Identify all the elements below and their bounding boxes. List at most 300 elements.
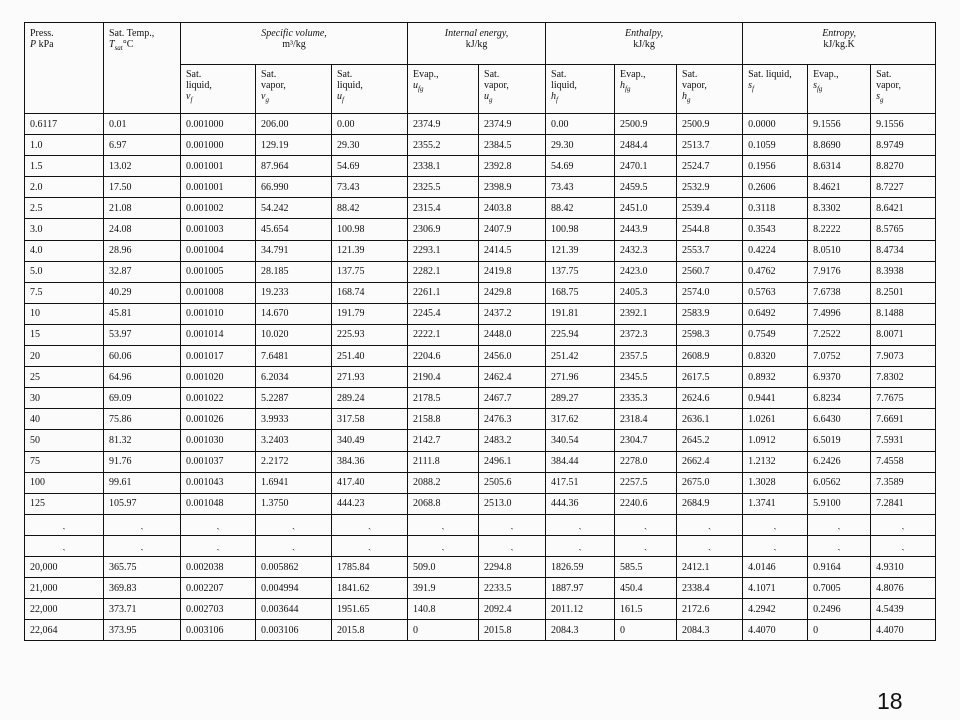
table-cell: 0.001001 (181, 156, 256, 177)
table-cell: 54.69 (546, 156, 615, 177)
table-cell: 2294.8 (479, 556, 546, 577)
table-row (25, 261, 936, 282)
table-cell: 0 (808, 620, 871, 641)
table-cell: 2.2172 (256, 451, 332, 472)
table-cell: 0.001000 (181, 135, 256, 156)
table-cell: 0 (615, 620, 677, 641)
table-cell: 24.08 (104, 219, 181, 240)
subcolumn-header (808, 65, 871, 114)
table-cell: 2.5 (25, 198, 104, 219)
subcolumn-symbol: s (876, 91, 880, 102)
table-cell: 340.54 (546, 430, 615, 451)
group-title: Entropy, (822, 28, 856, 39)
table-cell: 53.97 (104, 324, 181, 345)
subcolumn-label: liquid, (186, 80, 212, 91)
table-cell: 0.001017 (181, 346, 256, 367)
subcolumn-subscript: fg (418, 85, 424, 93)
table-cell: ˎ (408, 514, 479, 535)
header-entropy (743, 23, 936, 65)
table-cell: 369.83 (104, 578, 181, 599)
table-cell: 4.0 (25, 240, 104, 261)
table-cell: 2325.5 (408, 177, 479, 198)
table-cell: 2451.0 (615, 198, 677, 219)
table-cell: 40 (25, 409, 104, 430)
table-cell: 125 (25, 493, 104, 514)
table-cell: 2403.8 (479, 198, 546, 219)
table-cell: 417.40 (332, 472, 408, 493)
table-cell: 2172.6 (677, 599, 743, 620)
table-cell: 34.791 (256, 240, 332, 261)
table-cell: 8.2501 (871, 282, 936, 303)
table-cell: ˎ (104, 514, 181, 535)
subcolumn-subscript: g (265, 96, 269, 104)
table-cell: 15 (25, 324, 104, 345)
table-cell: 100.98 (332, 219, 408, 240)
table-cell: 129.19 (256, 135, 332, 156)
table-cell: 289.27 (546, 388, 615, 409)
table-cell: 0 (408, 620, 479, 641)
group-title: Specific volume, (261, 28, 327, 39)
table-cell: 6.5019 (808, 430, 871, 451)
table-cell: 1826.59 (546, 556, 615, 577)
table-cell: 2278.0 (615, 451, 677, 472)
table-row (25, 282, 936, 303)
table-cell: 2553.7 (677, 240, 743, 261)
subcolumn-header (546, 65, 615, 114)
table-cell: 2459.5 (615, 177, 677, 198)
subcolumn-label: Sat. liquid, (748, 69, 792, 80)
group-title: Internal energy, (444, 28, 509, 39)
table-cell: 2335.3 (615, 388, 677, 409)
table-cell: 3.0 (25, 219, 104, 240)
table-cell: 20,000 (25, 556, 104, 577)
subcolumn-label: Sat. (876, 69, 892, 80)
table-cell: 2636.1 (677, 409, 743, 430)
table-cell: 2282.1 (408, 261, 479, 282)
subcolumn-symbol: s (813, 80, 817, 91)
table-cell: 1.3741 (743, 493, 808, 514)
table-cell: 6.97 (104, 135, 181, 156)
table-cell: 0.001004 (181, 240, 256, 261)
table-cell: 0.001022 (181, 388, 256, 409)
header-row-groups (25, 23, 936, 65)
table-cell: 0.6117 (25, 114, 104, 135)
table-cell: 0.1059 (743, 135, 808, 156)
subcolumn-label: Sat. (551, 69, 567, 80)
table-cell: 121.39 (546, 240, 615, 261)
table-cell: 0.004994 (256, 578, 332, 599)
table-row (25, 599, 936, 620)
table-cell: 1.3028 (743, 472, 808, 493)
table-cell: 6.2426 (808, 451, 871, 472)
table-cell: 0.001020 (181, 367, 256, 388)
table-row (25, 578, 936, 599)
table-cell: 2437.2 (479, 303, 546, 324)
table-row (25, 472, 936, 493)
subcolumn-label: Sat. (484, 69, 500, 80)
table-cell: ˎ (332, 535, 408, 556)
subcolumn-subscript: fg (816, 85, 823, 93)
table-cell: 2513.7 (677, 135, 743, 156)
table-row (25, 219, 936, 240)
table-cell: 8.5765 (871, 219, 936, 240)
table-cell: 191.79 (332, 303, 408, 324)
table-cell: 2539.4 (677, 198, 743, 219)
group-unit: kJ/kg (465, 39, 488, 50)
table-cell: 7.4558 (871, 451, 936, 472)
table-cell: 0.7005 (808, 578, 871, 599)
saturated-water-pressure-table (24, 22, 936, 641)
table-row (25, 620, 936, 641)
table-cell: 2240.6 (615, 493, 677, 514)
table-cell: 2532.9 (677, 177, 743, 198)
table-cell: 2467.7 (479, 388, 546, 409)
table-cell: 0.2606 (743, 177, 808, 198)
table-cell: 1841.62 (332, 578, 408, 599)
page-number: 18 (877, 688, 903, 714)
table-cell: 0.002703 (181, 599, 256, 620)
header-symbol: P (30, 39, 37, 50)
header-text: Sat. Temp., (109, 28, 155, 39)
subcolumn-header (332, 65, 408, 114)
table-cell: 54.242 (256, 198, 332, 219)
table-cell: ˎ (677, 535, 743, 556)
table-cell: 2245.4 (408, 303, 479, 324)
table-cell: 50 (25, 430, 104, 451)
table-cell: 2500.9 (677, 114, 743, 135)
table-cell: 2617.5 (677, 367, 743, 388)
subcolumn-subscript: f (342, 96, 344, 104)
header-specific-volume (181, 23, 408, 65)
table-cell: 0.003106 (256, 620, 332, 641)
table-cell: 225.93 (332, 324, 408, 345)
table-row (25, 198, 936, 219)
table-cell: 2432.3 (615, 240, 677, 261)
table-cell: 3.9933 (256, 409, 332, 430)
table-cell: 317.62 (546, 409, 615, 430)
subcolumn-symbol: v (186, 91, 191, 102)
table-cell: 2015.8 (332, 620, 408, 641)
table-cell: 1.3750 (256, 493, 332, 514)
subcolumn-subscript: g (879, 96, 884, 104)
table-cell: 5.0 (25, 261, 104, 282)
table-cell: 509.0 (408, 556, 479, 577)
table-cell: 0.1956 (743, 156, 808, 177)
table-cell: 3.2403 (256, 430, 332, 451)
table-cell: 0.001002 (181, 198, 256, 219)
subcolumn-subscript: f (190, 96, 193, 104)
table-cell: 2306.9 (408, 219, 479, 240)
table-cell: 417.51 (546, 472, 615, 493)
table-cell: 2407.9 (479, 219, 546, 240)
table-cell: 2624.6 (677, 388, 743, 409)
table-cell: 373.95 (104, 620, 181, 641)
table-cell: 2374.9 (479, 114, 546, 135)
subcolumn-header (743, 65, 808, 114)
table-cell: 28.185 (256, 261, 332, 282)
table-row (25, 535, 936, 556)
table-cell: 2423.0 (615, 261, 677, 282)
table-cell: 2.0 (25, 177, 104, 198)
table-cell: 8.0071 (871, 324, 936, 345)
table-cell: 2190.4 (408, 367, 479, 388)
table-cell: 1.0912 (743, 430, 808, 451)
header-unit: kPa (38, 39, 54, 50)
table-cell: 140.8 (408, 599, 479, 620)
table-cell: 1.0261 (743, 409, 808, 430)
table-cell: ˎ (871, 535, 936, 556)
table-cell: 206.00 (256, 114, 332, 135)
table-cell: ˎ (332, 514, 408, 535)
table-cell: 7.9176 (808, 261, 871, 282)
table-cell: 100 (25, 472, 104, 493)
table-cell: 2158.8 (408, 409, 479, 430)
header-internal-energy (408, 23, 546, 65)
table-cell: 161.5 (615, 599, 677, 620)
table-cell: 5.9100 (808, 493, 871, 514)
table-cell: 0.9441 (743, 388, 808, 409)
table-cell: 2456.0 (479, 346, 546, 367)
table-cell: 19.233 (256, 282, 332, 303)
table-cell: 2092.4 (479, 599, 546, 620)
table-cell: 13.02 (104, 156, 181, 177)
table-cell: 2496.1 (479, 451, 546, 472)
table-cell: ˎ (743, 514, 808, 535)
table-cell: 45.81 (104, 303, 181, 324)
table-cell: 2675.0 (677, 472, 743, 493)
table-cell: 5.2287 (256, 388, 332, 409)
subcolumn-symbol: h (551, 91, 557, 102)
table-cell: 0.6492 (743, 303, 808, 324)
subcolumn-symbol: h (682, 91, 688, 102)
table-cell: 29.30 (332, 135, 408, 156)
table-cell: 0.002207 (181, 578, 256, 599)
subcolumn-label: Evap., (620, 69, 646, 80)
table-cell: 4.9310 (871, 556, 936, 577)
table-cell: 100.98 (546, 219, 615, 240)
table-cell: 191.81 (546, 303, 615, 324)
table-cell: 81.32 (104, 430, 181, 451)
table-cell: 29.30 (546, 135, 615, 156)
table-cell: 2304.7 (615, 430, 677, 451)
table-cell: ˎ (871, 514, 936, 535)
group-unit: m³/kg (282, 39, 306, 50)
table-cell: 340.49 (332, 430, 408, 451)
table-cell: ˎ (104, 535, 181, 556)
subcolumn-symbol: v (261, 91, 266, 102)
subcolumn-symbol: h (620, 80, 626, 91)
table-cell: 2315.4 (408, 198, 479, 219)
table-cell: 0.3118 (743, 198, 808, 219)
subcolumn-symbol: u (484, 91, 490, 102)
subcolumn-header (181, 65, 256, 114)
table-cell: 64.96 (104, 367, 181, 388)
table-cell: 21.08 (104, 198, 181, 219)
table-row (25, 514, 936, 535)
table-cell: 17.50 (104, 177, 181, 198)
table-cell: 8.4734 (871, 240, 936, 261)
table-cell: 8.9749 (871, 135, 936, 156)
table-cell: 7.8302 (871, 367, 936, 388)
table-cell: 0.0000 (743, 114, 808, 135)
table-cell: 91.76 (104, 451, 181, 472)
table-cell: 7.6738 (808, 282, 871, 303)
table-cell: 0.003106 (181, 620, 256, 641)
table-cell: 22,064 (25, 620, 104, 641)
table-cell: 2178.5 (408, 388, 479, 409)
table-cell: ˎ (546, 514, 615, 535)
table-cell: 137.75 (332, 261, 408, 282)
table-cell: 4.4070 (743, 620, 808, 641)
table-cell: 2338.4 (677, 578, 743, 599)
table-cell: 88.42 (332, 198, 408, 219)
table-cell: 25 (25, 367, 104, 388)
table-cell: 0.2496 (808, 599, 871, 620)
table-cell: 69.09 (104, 388, 181, 409)
table-cell: 60.06 (104, 346, 181, 367)
subcolumn-label: Sat. (337, 69, 353, 80)
table-cell: 0.001030 (181, 430, 256, 451)
table-cell: 0.4224 (743, 240, 808, 261)
table-cell: 7.6691 (871, 409, 936, 430)
table-cell: 317.58 (332, 409, 408, 430)
subcolumn-symbol: u (337, 91, 342, 102)
table-cell: 585.5 (615, 556, 677, 577)
table-cell: ˎ (615, 514, 677, 535)
table-cell: 0.00 (546, 114, 615, 135)
table-cell: 0.7549 (743, 324, 808, 345)
table-cell: 6.8234 (808, 388, 871, 409)
table-cell: 1887.97 (546, 578, 615, 599)
table-cell: 0.001014 (181, 324, 256, 345)
table-cell: 271.93 (332, 367, 408, 388)
table-cell: 4.4070 (871, 620, 936, 641)
table-cell: 0.001048 (181, 493, 256, 514)
table-cell: 2222.1 (408, 324, 479, 345)
subcolumn-subscript: g (687, 96, 691, 104)
table-cell: 0.8320 (743, 346, 808, 367)
table-cell: 99.61 (104, 472, 181, 493)
group-unit: kJ/kg.K (823, 39, 855, 50)
table-cell: 7.0752 (808, 346, 871, 367)
table-cell: 2084.3 (677, 620, 743, 641)
table-cell: 2372.3 (615, 324, 677, 345)
subcolumn-header (871, 65, 936, 114)
table-cell: 2068.8 (408, 493, 479, 514)
table-cell: 0.001037 (181, 451, 256, 472)
table-cell: 73.43 (546, 177, 615, 198)
table-cell: 8.1488 (871, 303, 936, 324)
table-cell: 121.39 (332, 240, 408, 261)
table-row (25, 114, 936, 135)
subcolumn-header (256, 65, 332, 114)
table-cell: 1.0 (25, 135, 104, 156)
table-cell: 8.3938 (871, 261, 936, 282)
table-cell: 0.01 (104, 114, 181, 135)
subcolumn-header (615, 65, 677, 114)
table-cell: 365.75 (104, 556, 181, 577)
table-cell: 2088.2 (408, 472, 479, 493)
table-row (25, 177, 936, 198)
table-cell: 0.8932 (743, 367, 808, 388)
table-cell: 0.003644 (256, 599, 332, 620)
table-cell: ˎ (256, 514, 332, 535)
subcolumn-label: vapor, (484, 80, 509, 91)
table-cell: 0.001008 (181, 282, 256, 303)
table-cell: 0.00 (332, 114, 408, 135)
table-cell: 8.2222 (808, 219, 871, 240)
table-cell: ˎ (25, 514, 104, 535)
table-row (25, 135, 936, 156)
table-cell: ˎ (479, 514, 546, 535)
table-cell: 2392.1 (615, 303, 677, 324)
table-cell: 2293.1 (408, 240, 479, 261)
table-cell: 2084.3 (546, 620, 615, 641)
table-cell: 2483.2 (479, 430, 546, 451)
table-cell: 2111.8 (408, 451, 479, 472)
table-cell: 444.36 (546, 493, 615, 514)
table-row (25, 556, 936, 577)
group-title: Enthalpy, (625, 28, 664, 39)
table-cell: 6.0562 (808, 472, 871, 493)
table-cell: 2419.8 (479, 261, 546, 282)
table-cell: 251.40 (332, 346, 408, 367)
table-cell: 2470.1 (615, 156, 677, 177)
subcolumn-header (677, 65, 743, 114)
table-cell: 2448.0 (479, 324, 546, 345)
table-cell: 2500.9 (615, 114, 677, 135)
table-cell: ˎ (615, 535, 677, 556)
table-cell: ˎ (25, 535, 104, 556)
table-cell: 2338.1 (408, 156, 479, 177)
table-cell: 2355.2 (408, 135, 479, 156)
table-cell: 2429.8 (479, 282, 546, 303)
table-cell: 1.5 (25, 156, 104, 177)
table-cell: 2544.8 (677, 219, 743, 240)
table-cell: 8.0510 (808, 240, 871, 261)
table-cell: 2505.6 (479, 472, 546, 493)
subcolumn-label: vapor, (876, 80, 901, 91)
table-cell: 2574.0 (677, 282, 743, 303)
subcolumn-label: vapor, (261, 80, 286, 91)
table-cell: 7.4996 (808, 303, 871, 324)
table-cell: 2684.9 (677, 493, 743, 514)
table-cell: 0.001005 (181, 261, 256, 282)
table-cell: 2476.3 (479, 409, 546, 430)
table-cell: 7.2522 (808, 324, 871, 345)
table-cell: 0.005862 (256, 556, 332, 577)
table-cell: 9.1556 (871, 114, 936, 135)
table-cell: 6.6430 (808, 409, 871, 430)
table-cell: 2662.4 (677, 451, 743, 472)
table-cell: ˎ (256, 535, 332, 556)
subcolumn-symbol: s (748, 80, 752, 91)
subcolumn-label: Sat. (261, 69, 277, 80)
header-pressure (25, 23, 104, 114)
table-cell: 0.5763 (743, 282, 808, 303)
table-row (25, 493, 936, 514)
subcolumn-subscript: f (751, 85, 754, 93)
table-cell: 0.001001 (181, 177, 256, 198)
table-cell: 8.4621 (808, 177, 871, 198)
table-row (25, 367, 936, 388)
table-cell: 2357.5 (615, 346, 677, 367)
table-cell: 32.87 (104, 261, 181, 282)
table-cell: 0.001010 (181, 303, 256, 324)
table-cell: 105.97 (104, 493, 181, 514)
table-cell: 4.5439 (871, 599, 936, 620)
table-cell: 2204.6 (408, 346, 479, 367)
